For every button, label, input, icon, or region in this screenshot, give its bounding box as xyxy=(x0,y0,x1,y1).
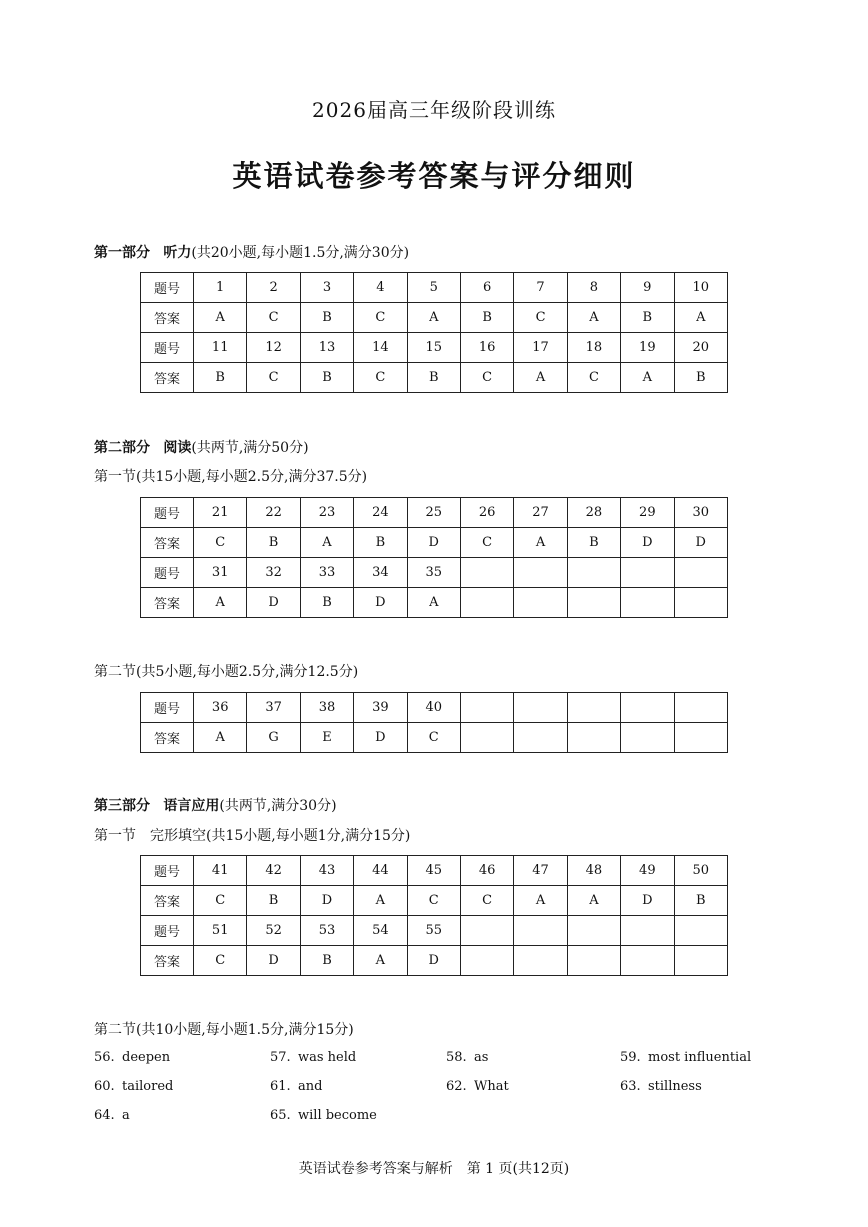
table-cell: A xyxy=(514,363,567,393)
table-cell: 3 xyxy=(300,273,353,303)
table-cell: B xyxy=(567,528,620,558)
table-cell: 30 xyxy=(674,498,727,528)
part3-desc: (共两节,满分30分) xyxy=(219,798,337,814)
table-cell: A xyxy=(354,946,407,976)
table-cell: 20 xyxy=(674,333,727,363)
table-row xyxy=(141,946,728,976)
table-cell: 11 xyxy=(194,333,247,363)
table-cell xyxy=(460,558,513,588)
table-cell: D xyxy=(621,886,674,916)
table-row xyxy=(141,886,728,916)
table-cell: B xyxy=(300,946,353,976)
table-cell: D xyxy=(354,588,407,618)
table-cell: 19 xyxy=(621,333,674,363)
table-cell xyxy=(567,588,620,618)
table-cell: 27 xyxy=(514,498,567,528)
table-cell: A xyxy=(621,363,674,393)
table-cell: 43 xyxy=(300,856,353,886)
table-cell: 54 xyxy=(354,916,407,946)
part2-section2-heading: 第二节(共5小题,每小题2.5分,满分12.5分) xyxy=(94,664,359,680)
table-cell: B xyxy=(300,303,353,333)
table-cell: 35 xyxy=(407,558,460,588)
table-cell xyxy=(621,946,674,976)
table-cell: 33 xyxy=(300,558,353,588)
table-cell: A xyxy=(514,886,567,916)
table-cell xyxy=(674,946,727,976)
part3-section2-heading: 第二节(共10小题,每小题1.5分,满分15分) xyxy=(94,1022,354,1038)
table-cell: D xyxy=(300,886,353,916)
table-cell: 24 xyxy=(354,498,407,528)
fill-answer-62: 62. What xyxy=(446,1079,509,1094)
fill-answer-58: 58. as xyxy=(446,1050,489,1065)
table-row xyxy=(141,333,728,363)
table-row xyxy=(141,588,728,618)
table-cell: C xyxy=(194,528,247,558)
table-cell: 50 xyxy=(674,856,727,886)
part2-section2-answer-table xyxy=(140,692,728,753)
table-cell: D xyxy=(621,528,674,558)
table-cell: 37 xyxy=(247,693,300,723)
table-cell xyxy=(674,693,727,723)
table-cell xyxy=(621,588,674,618)
part1-name: 第一部分 xyxy=(94,245,150,261)
table-cell: A xyxy=(674,303,727,333)
table-cell: 17 xyxy=(514,333,567,363)
part3-section1-answer-table xyxy=(140,855,728,976)
table-cell: C xyxy=(194,946,247,976)
table-cell: C xyxy=(247,363,300,393)
table-row xyxy=(141,273,728,303)
table-cell: C xyxy=(407,723,460,753)
table-cell: 16 xyxy=(460,333,513,363)
table-cell: 48 xyxy=(567,856,620,886)
table-cell: 52 xyxy=(247,916,300,946)
part3-name: 第三部分 xyxy=(94,798,150,814)
table-cell xyxy=(567,693,620,723)
fill-answer-64: 64. a xyxy=(94,1108,130,1123)
table-cell xyxy=(621,916,674,946)
fill-answer-63: 63. stillness xyxy=(620,1079,702,1094)
table-cell: 34 xyxy=(354,558,407,588)
part1-title: 听力 xyxy=(163,245,192,261)
table-cell: C xyxy=(567,363,620,393)
table-cell xyxy=(674,723,727,753)
table-cell xyxy=(460,916,513,946)
table-cell: D xyxy=(247,946,300,976)
table-cell xyxy=(674,558,727,588)
table-cell: 7 xyxy=(514,273,567,303)
table-cell: 23 xyxy=(300,498,353,528)
table-cell: B xyxy=(247,528,300,558)
fill-answer-56: 56. deepen xyxy=(94,1050,171,1065)
part2-desc: (共两节,满分50分) xyxy=(191,440,309,456)
table-cell: 40 xyxy=(407,693,460,723)
table-cell xyxy=(567,558,620,588)
page-footer: 英语试卷参考答案与解析 第 1 页(共12页) xyxy=(298,1161,570,1177)
table-cell: 44 xyxy=(354,856,407,886)
table-row xyxy=(141,723,728,753)
table-cell: 1 xyxy=(194,273,247,303)
table-cell: 39 xyxy=(354,693,407,723)
exam-subtitle: 2026届高三年级阶段训练 xyxy=(312,98,556,122)
table-cell: A xyxy=(567,886,620,916)
row-label: 题号 xyxy=(141,273,194,303)
fill-answer-59: 59. most influential xyxy=(620,1050,752,1065)
table-row xyxy=(141,916,728,946)
table-cell: C xyxy=(460,363,513,393)
part3-title: 语言应用 xyxy=(163,798,220,814)
table-cell: 28 xyxy=(567,498,620,528)
table-row xyxy=(141,856,728,886)
table-row xyxy=(141,303,728,333)
table-cell: C xyxy=(247,303,300,333)
table-cell: 47 xyxy=(514,856,567,886)
table-cell: B xyxy=(674,363,727,393)
table-cell: A xyxy=(194,303,247,333)
table-row xyxy=(141,363,728,393)
table-cell: 22 xyxy=(247,498,300,528)
part1-answer-table xyxy=(140,272,728,393)
part2-section1-answer-table xyxy=(140,497,728,618)
table-cell: 21 xyxy=(194,498,247,528)
row-label: 答案 xyxy=(141,528,194,558)
row-label: 题号 xyxy=(141,498,194,528)
table-cell xyxy=(567,946,620,976)
row-label: 答案 xyxy=(141,303,194,333)
table-cell: 45 xyxy=(407,856,460,886)
table-row xyxy=(141,498,728,528)
table-cell: 5 xyxy=(407,273,460,303)
row-label: 题号 xyxy=(141,856,194,886)
table-cell: B xyxy=(194,363,247,393)
part3-section1-heading: 第一节 完形填空(共15小题,每小题1分,满分15分) xyxy=(94,828,411,844)
table-cell xyxy=(514,723,567,753)
part3-heading xyxy=(94,795,337,815)
table-cell: 12 xyxy=(247,333,300,363)
table-cell: A xyxy=(194,588,247,618)
part2-heading xyxy=(94,437,309,457)
table-cell: 51 xyxy=(194,916,247,946)
table-cell: G xyxy=(247,723,300,753)
part1-heading xyxy=(94,242,409,262)
table-cell: A xyxy=(514,528,567,558)
table-cell: 6 xyxy=(460,273,513,303)
table-cell xyxy=(514,693,567,723)
table-cell: 13 xyxy=(300,333,353,363)
table-cell xyxy=(567,723,620,753)
table-cell: A xyxy=(567,303,620,333)
table-cell: B xyxy=(621,303,674,333)
part2-title: 阅读 xyxy=(163,440,192,456)
table-row xyxy=(141,528,728,558)
table-cell: B xyxy=(674,886,727,916)
table-cell xyxy=(621,693,674,723)
table-cell: 38 xyxy=(300,693,353,723)
table-cell: 32 xyxy=(247,558,300,588)
table-cell: 31 xyxy=(194,558,247,588)
table-cell: C xyxy=(407,886,460,916)
table-cell: A xyxy=(354,886,407,916)
table-cell xyxy=(514,588,567,618)
table-cell: C xyxy=(460,886,513,916)
table-cell xyxy=(460,693,513,723)
table-cell xyxy=(514,558,567,588)
table-cell: A xyxy=(194,723,247,753)
table-cell xyxy=(621,558,674,588)
table-cell: D xyxy=(407,946,460,976)
fill-answer-60: 60. tailored xyxy=(94,1079,174,1094)
table-cell: 41 xyxy=(194,856,247,886)
table-cell: D xyxy=(247,588,300,618)
part1-desc: (共20小题,每小题1.5分,满分30分) xyxy=(191,245,410,261)
table-cell: 25 xyxy=(407,498,460,528)
fill-answer-61: 61. and xyxy=(270,1079,323,1094)
table-cell: D xyxy=(407,528,460,558)
row-label: 题号 xyxy=(141,693,194,723)
row-label: 题号 xyxy=(141,558,194,588)
table-cell xyxy=(514,916,567,946)
part2-name: 第二部分 xyxy=(94,440,150,456)
table-cell: 18 xyxy=(567,333,620,363)
fill-answer-65: 65. will become xyxy=(270,1108,377,1123)
table-cell: C xyxy=(354,303,407,333)
table-row xyxy=(141,693,728,723)
table-cell: E xyxy=(300,723,353,753)
table-cell: C xyxy=(514,303,567,333)
table-cell: B xyxy=(407,363,460,393)
table-cell: 29 xyxy=(621,498,674,528)
table-cell: 4 xyxy=(354,273,407,303)
row-label: 答案 xyxy=(141,886,194,916)
table-cell: 46 xyxy=(460,856,513,886)
fill-answer-57: 57. was held xyxy=(270,1050,357,1065)
table-cell: C xyxy=(460,528,513,558)
table-cell: A xyxy=(300,528,353,558)
table-cell: 26 xyxy=(460,498,513,528)
table-cell xyxy=(674,588,727,618)
table-cell: 15 xyxy=(407,333,460,363)
table-cell: D xyxy=(674,528,727,558)
table-cell: B xyxy=(300,363,353,393)
table-row xyxy=(141,558,728,588)
table-cell: 8 xyxy=(567,273,620,303)
table-cell: C xyxy=(354,363,407,393)
row-label: 答案 xyxy=(141,723,194,753)
table-cell: B xyxy=(300,588,353,618)
row-label: 题号 xyxy=(141,333,194,363)
table-cell: 10 xyxy=(674,273,727,303)
table-cell: B xyxy=(354,528,407,558)
table-cell: D xyxy=(354,723,407,753)
part2-section1-heading: 第一节(共15小题,每小题2.5分,满分37.5分) xyxy=(94,469,368,485)
table-cell: 2 xyxy=(247,273,300,303)
table-cell xyxy=(460,588,513,618)
table-cell: B xyxy=(460,303,513,333)
row-label: 题号 xyxy=(141,916,194,946)
table-cell: 42 xyxy=(247,856,300,886)
table-cell: A xyxy=(407,303,460,333)
table-cell xyxy=(460,946,513,976)
table-cell: 53 xyxy=(300,916,353,946)
table-cell xyxy=(567,916,620,946)
document-title: 英语试卷参考答案与评分细则 xyxy=(232,159,636,193)
table-cell: B xyxy=(247,886,300,916)
table-cell: A xyxy=(407,588,460,618)
table-cell xyxy=(621,723,674,753)
table-cell: 55 xyxy=(407,916,460,946)
table-cell xyxy=(674,916,727,946)
table-cell xyxy=(514,946,567,976)
table-cell: 14 xyxy=(354,333,407,363)
table-cell: 36 xyxy=(194,693,247,723)
row-label: 答案 xyxy=(141,588,194,618)
table-cell: 49 xyxy=(621,856,674,886)
table-cell: C xyxy=(194,886,247,916)
row-label: 答案 xyxy=(141,363,194,393)
table-cell: 9 xyxy=(621,273,674,303)
table-cell xyxy=(460,723,513,753)
row-label: 答案 xyxy=(141,946,194,976)
